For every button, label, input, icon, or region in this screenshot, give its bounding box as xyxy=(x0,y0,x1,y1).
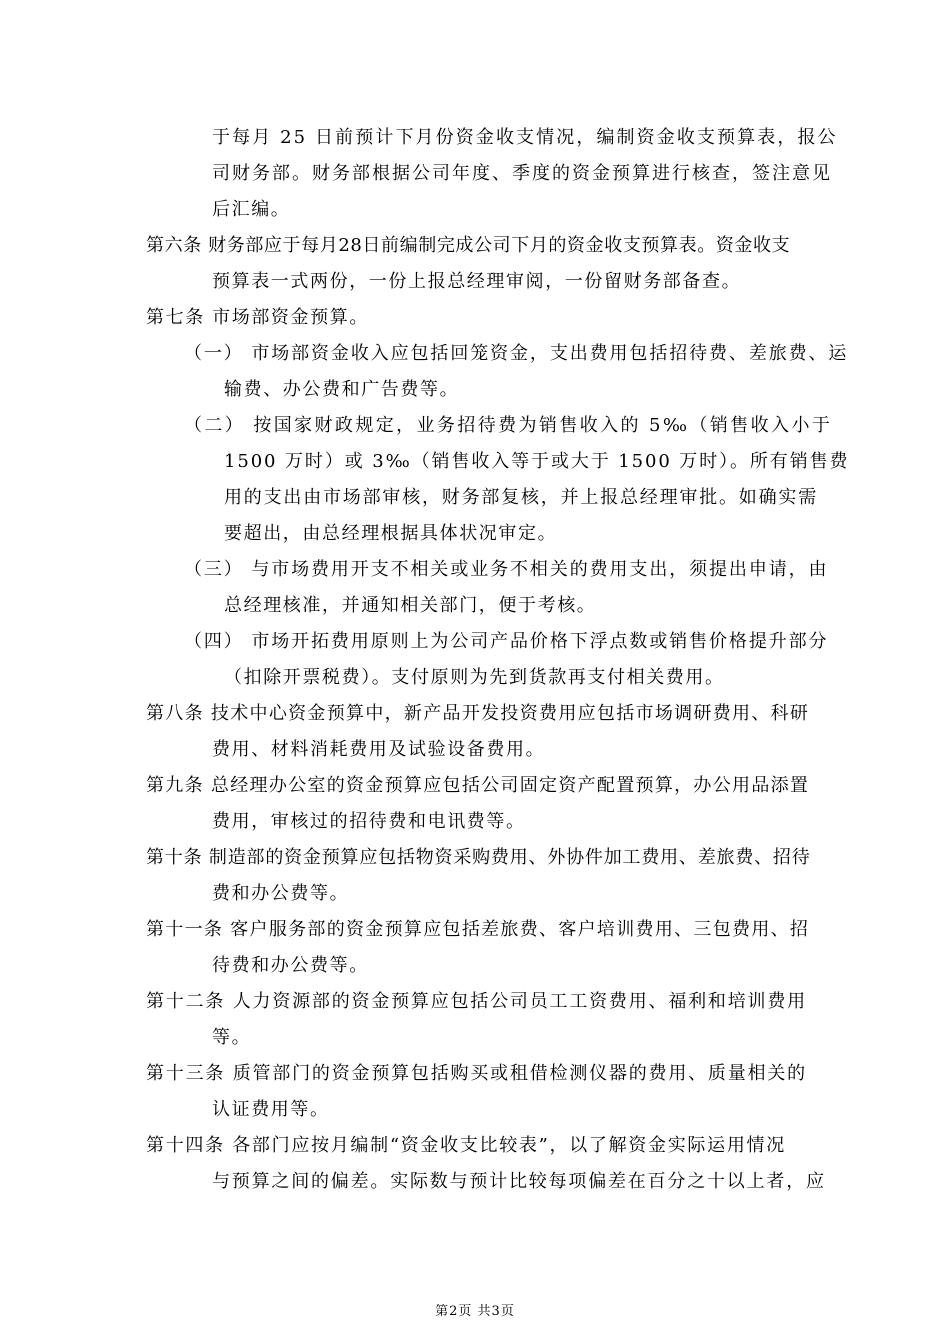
text-line: （三） 与市场费用开支不相关或业务不相关的费用支出，须提出申请，由 xyxy=(184,559,829,580)
text-line: 司财务部。财务部根据公司年度、季度的资金预算进行核查，签注意见 xyxy=(212,163,832,184)
text-line: 第七条 市场部资金预算。 xyxy=(146,307,369,328)
text-line: 第十条 制造部的资金预算应包括物资采购费用、外协件加工费用、差旅费、招待 xyxy=(146,847,811,868)
text-line: 要超出，由总经理根据具体状况审定。 xyxy=(224,523,558,544)
text-line: 等。 xyxy=(212,1027,252,1048)
text-line: 第九条 总经理办公室的资金预算应包括公司固定资产配置预算，办公用品添置 xyxy=(146,775,810,796)
text-line: 输费、办公费和广告费等。 xyxy=(224,379,460,400)
text-line: 费用、材料消耗费用及试验设备费用。 xyxy=(212,739,546,760)
text-line: 于每月 25 日前预计下月份资金收支情况，编制资金收支预算表，报公 xyxy=(212,127,838,148)
text-line: 第十一条 客户服务部的资金预算应包括差旅费、客户培训费用、三包费用、招 xyxy=(146,919,810,940)
text-line: 用的支出由市场部审核，财务部复核，并上报总经理审批。如确实需 xyxy=(224,487,818,508)
text-line: 费用，审核过的招待费和电讯费等。 xyxy=(212,811,526,832)
page-footer: 第2页 共3页 xyxy=(435,1304,515,1319)
text-line: 1500 万时）或 3‰（销售收入等于或大于 1500 万时）。所有销售费 xyxy=(224,451,850,472)
text-line: 第十四条 各部门应按月编制“资金收支比较表”，以了解资金实际运用情况 xyxy=(146,1135,786,1156)
text-line: 第六条 财务部应于每月28日前编制完成公司下月的资金收支预算表。资金收支 xyxy=(146,235,791,256)
text-line: （四） 市场开拓费用原则上为公司产品价格下浮点数或销售价格提升部分 xyxy=(184,631,829,652)
text-line: 认证费用等。 xyxy=(212,1099,330,1120)
text-line: 费和办公费等。 xyxy=(212,883,350,904)
text-line: 总经理核准，并通知相关部门，便于考核。 xyxy=(224,595,597,616)
text-line: （一） 市场部资金收入应包括回笼资金，支出费用包括招待费、差旅费、运 xyxy=(184,343,849,364)
text-line: 待费和办公费等。 xyxy=(212,955,369,976)
text-line: 第十二条 人力资源部的资金预算应包括公司员工工资费用、福利和培训费用 xyxy=(146,991,807,1012)
text-line: （二） 按国家财政规定，业务招待费为销售收入的 5‰（销售收入小于 xyxy=(184,415,833,436)
text-line: 预算表一式两份，一份上报总经理审阅，一份留财务部备查。 xyxy=(212,271,742,292)
text-line: 第十三条 质管部门的资金预算包括购买或租借检测仪器的费用、质量相关的 xyxy=(146,1063,807,1084)
text-line: 第八条 技术中心资金预算中，新产品开发投资费用应包括市场调研费用、科研 xyxy=(146,703,810,724)
text-line: 后汇编。 xyxy=(212,199,291,220)
text-line: （扣除开票税费）。支付原则为先到货款再支付相关费用。 xyxy=(224,667,725,688)
text-line: 与预算之间的偏差。实际数与预计比较每项偏差在百分之十以上者，应 xyxy=(212,1171,826,1192)
